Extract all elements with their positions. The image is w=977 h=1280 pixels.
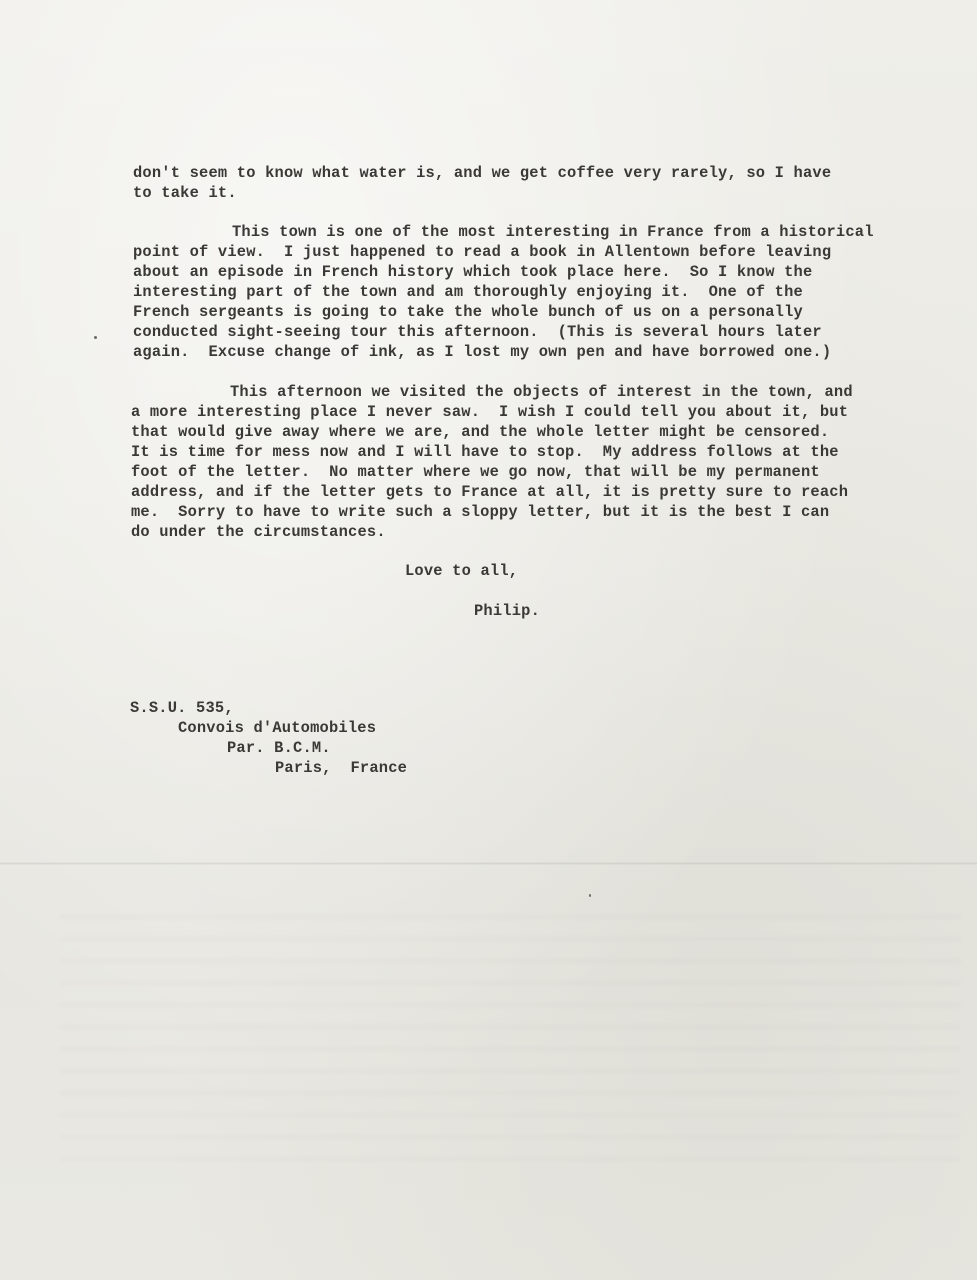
- body-line: interesting part of the town and am thoroughly enjoying it. One of the: [133, 283, 803, 301]
- body-line: about an episode in French history which took place here. So I know the: [133, 263, 813, 281]
- body-line: conducted sight-seeing tour this afternoon. (This is several hours later: [133, 323, 822, 341]
- body-line: It is time for mess now and I will have to stop. My address follows at the: [131, 443, 839, 461]
- body-line: again. Excuse change of ink, as I lost my own pen and have borrowed one.): [133, 343, 832, 361]
- address-line: S.S.U. 535,: [130, 699, 234, 717]
- address-line: Convois d'Automobiles: [178, 719, 377, 737]
- address-line: Paris, France: [275, 759, 408, 777]
- body-line: This afternoon we visited the objects of interest in the town, and: [230, 383, 853, 401]
- body-line: me. Sorry to have to write such a sloppy letter, but it is the best I can: [131, 503, 830, 521]
- body-line: don't seem to know what water is, and we get coffee very rarely, so I have: [133, 164, 832, 182]
- body-line: a more interesting place I never saw. I wish I could tell you about it, but: [131, 403, 849, 421]
- body-line: do under the circumstances.: [131, 523, 386, 541]
- body-line: French sergeants is going to take the whole bunch of us on a personally: [133, 303, 803, 321]
- closing-line: Love to all,: [405, 562, 519, 580]
- body-line: This town is one of the most interesting in France from a historical: [232, 223, 874, 241]
- body-line: to take it.: [133, 184, 237, 202]
- body-line: address, and if the letter gets to France at all, it is pretty sure to reach: [131, 483, 849, 501]
- address-line: Par. B.C.M.: [227, 739, 331, 757]
- body-line: foot of the letter. No matter where we go now, that will be my permanent: [131, 463, 820, 481]
- body-line: that would give away where we are, and the whole letter might be censored.: [131, 423, 830, 441]
- signature: Philip.: [474, 602, 541, 620]
- body-line: point of view. I just happened to read a book in Allentown before leaving: [133, 243, 832, 261]
